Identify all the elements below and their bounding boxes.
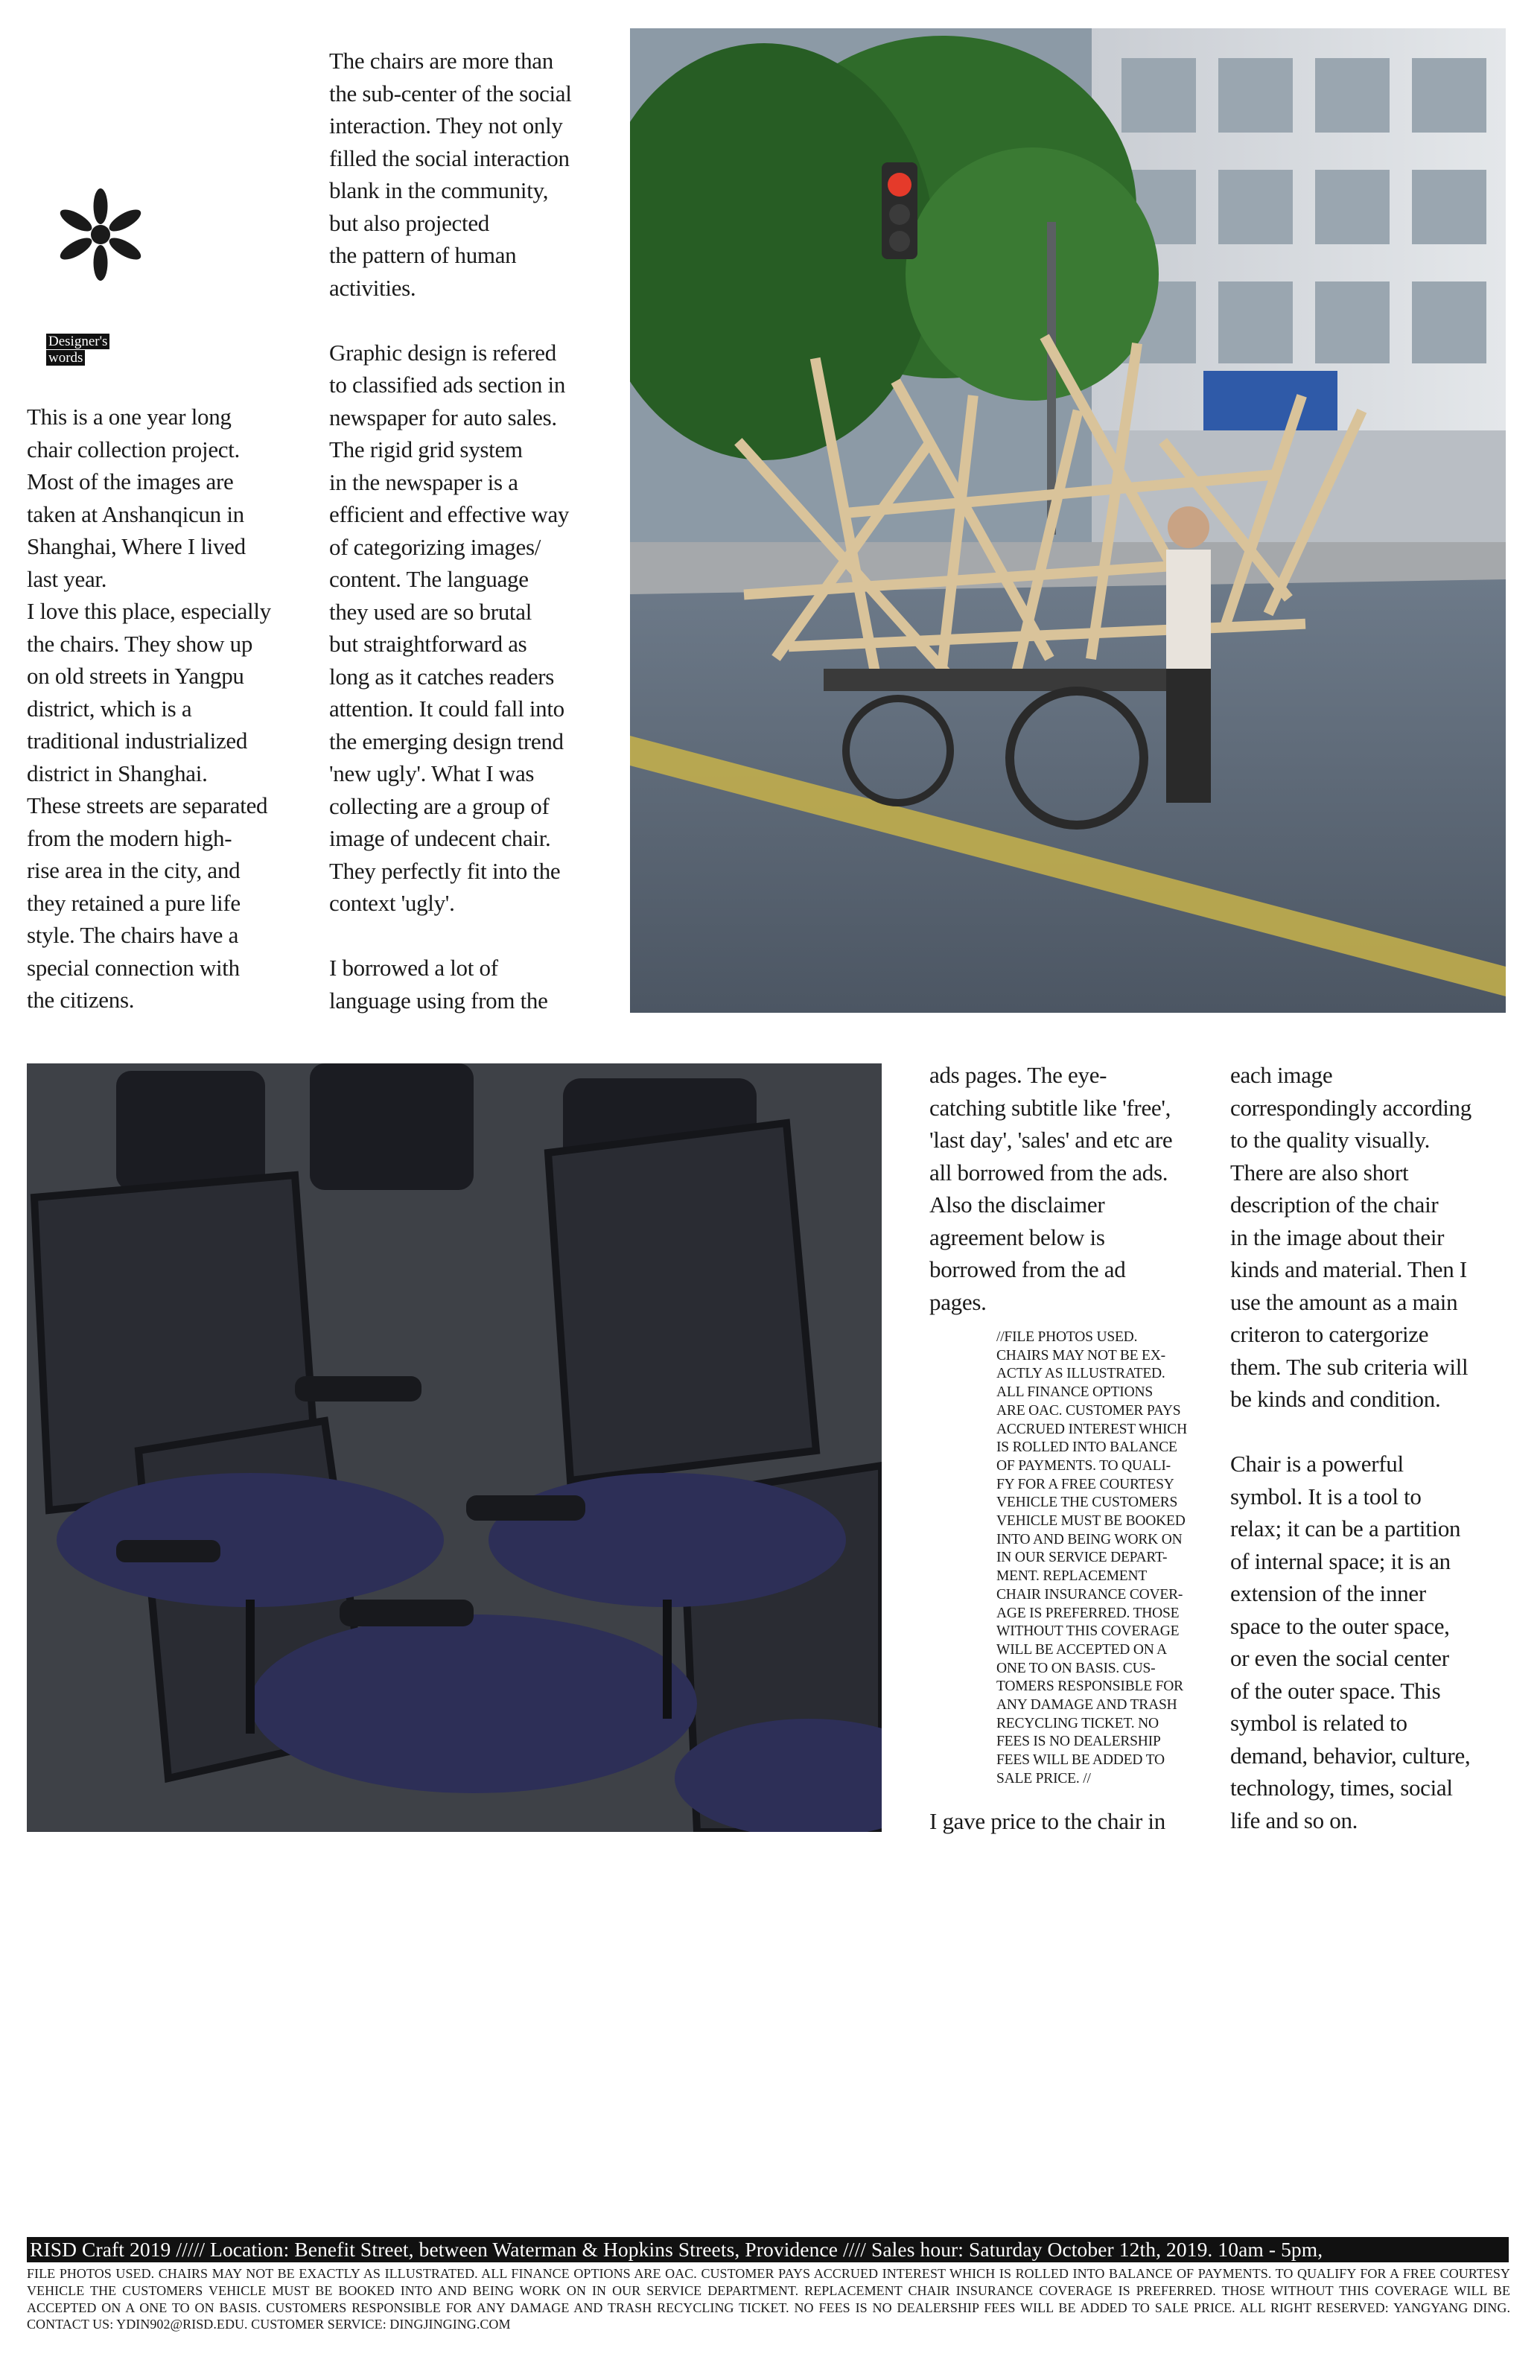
badge-label: Designer's words [46,334,109,366]
cart-street-photo [630,28,1506,1013]
fine-print-disclaimer: FILE PHOTOS USED. CHAIRS MAY NOT BE EXACTLY AS ILLUSTRATED. ALL FINANCE OPTIONS ARE OAC. CUSTOMER PAYS ACCRUED INTEREST WHICH IS ROLLED INTO BALANCE OF PAYMENTS. TO QUALIFY FOR A FREE COURTESY VEHICLE THE CUSTOMERS VEHICLE MUST BE BOOKED INTO AND BEING WORK ON IN OUR SERVICE DEPARTMENT. REPLACEMENT CHAIR INSURANCE COVERAGE IS PREFERRED. THOSE WITHOUT THIS COVERAGE WILL BE ACCEPTED ON A ONE TO ON BASIS. CUSTOMERS RESPONSIBLE FOR ANY DAMAGE AND TRASH RECYCLING TICKET. NO FEES IS NO DEALERSHIP FEES WILL BE ADDED TO SALE PRICE. ALL RIGHT RESERVED: YANGYANG DING. CONTACT US: YDIN902@RISD.EDU. CUSTOMER SERVICE: DINGJINGING.COM [27,2266,1510,2332]
asterisk-icon [52,186,149,283]
intro-text-column: This is a one year long chair collection project. Most of the images are taken at Anshanqicun in Shanghai, Where I lived last year. I love this place, especially the chairs. They show up on old streets in Yangpu district, which is a traditional industrialized district in Shanghai. These streets are separated from the modern high- rise area in the city, and they retained a pure life style. The chairs have a special connection with the citizens. [27,404,271,1013]
ads-text-continued: I gave price to the chair in [929,1808,1165,1834]
office-chairs-photo [27,1063,882,1832]
price-text-column: each image correspondingly according to the quality visually. There are also short description of the chair in the image about their kinds and material. Then I use the amount as a main criteron to catergorize them. The sub criteria will be kinds and condition. Chair is a powerful symbol. It is a tool to relax; it can be a partition of internal space; it is an extension of the inner space to the outer space, or even the social center of the outer space. This symbol is related to demand, behavior, culture, technology, times, social life and so on. [1230,1062,1471,1833]
designers-words-badge [46,334,125,366]
ads-text-column: ads pages. The eye- catching subtitle like 'free', 'last day', 'sales' and etc are all borrowed from the ads. Also the disclaimer agreement below is borrowed from the ad pages. [929,1062,1173,1315]
essay-text-column: The chairs are more than the sub-center of the social interaction. They not only filled the social interaction blank in the community, but also projected the pattern of human activities. Graphic design is refered to classified ads section in newspaper for auto sales. The rigid grid system in the newspaper is a efficient and effective way of categorizing images/ content. The language they used are so brutal but straightforward as long as it catches readers attention. It could fall into the emerging design trend 'new ugly'. What I was collecting are a group of image of undecent chair. They perfectly fit into the context 'ugly'. I borrowed a lot of language using from the [329,48,572,1014]
disclaimer-text: //FILE PHOTOS USED. CHAIRS MAY NOT BE EX- ACTLY AS ILLUSTRATED. ALL FINANCE OPTIONS ARE OAC. CUSTOMER PAYS ACCRUED INTEREST WHICH IS ROLLED INTO BALANCE OF PAYMENTS. TO QUALI- FY FOR A FREE COURTESY VEHICLE THE CUSTOMERS VEHICLE MUST BE BOOKED INTO AND BEING WORK ON IN OUR SERVICE DEPART- MENT. REPLACEMENT CHAIR INSURANCE COVER- AGE IS PREFERRED. THOSE WITHOUT THIS COVERAGE WILL BE ACCEPTED ON A ONE TO ON BASIS. CUS- TOMERS RESPONSIBLE FOR ANY DAMAGE AND TRASH RECYCLING TICKET. NO FEES IS NO DEALERSHIP FEES WILL BE ADDED TO SALE PRICE. // [996,1329,1187,1786]
event-info-bar: RISD Craft 2019 ///// Location: Benefit Street, between Waterman & Hopkins Streets, Providence //// Sales hour: Saturday October 12th, 2019. 10am - 5pm, [27,2237,1509,2262]
